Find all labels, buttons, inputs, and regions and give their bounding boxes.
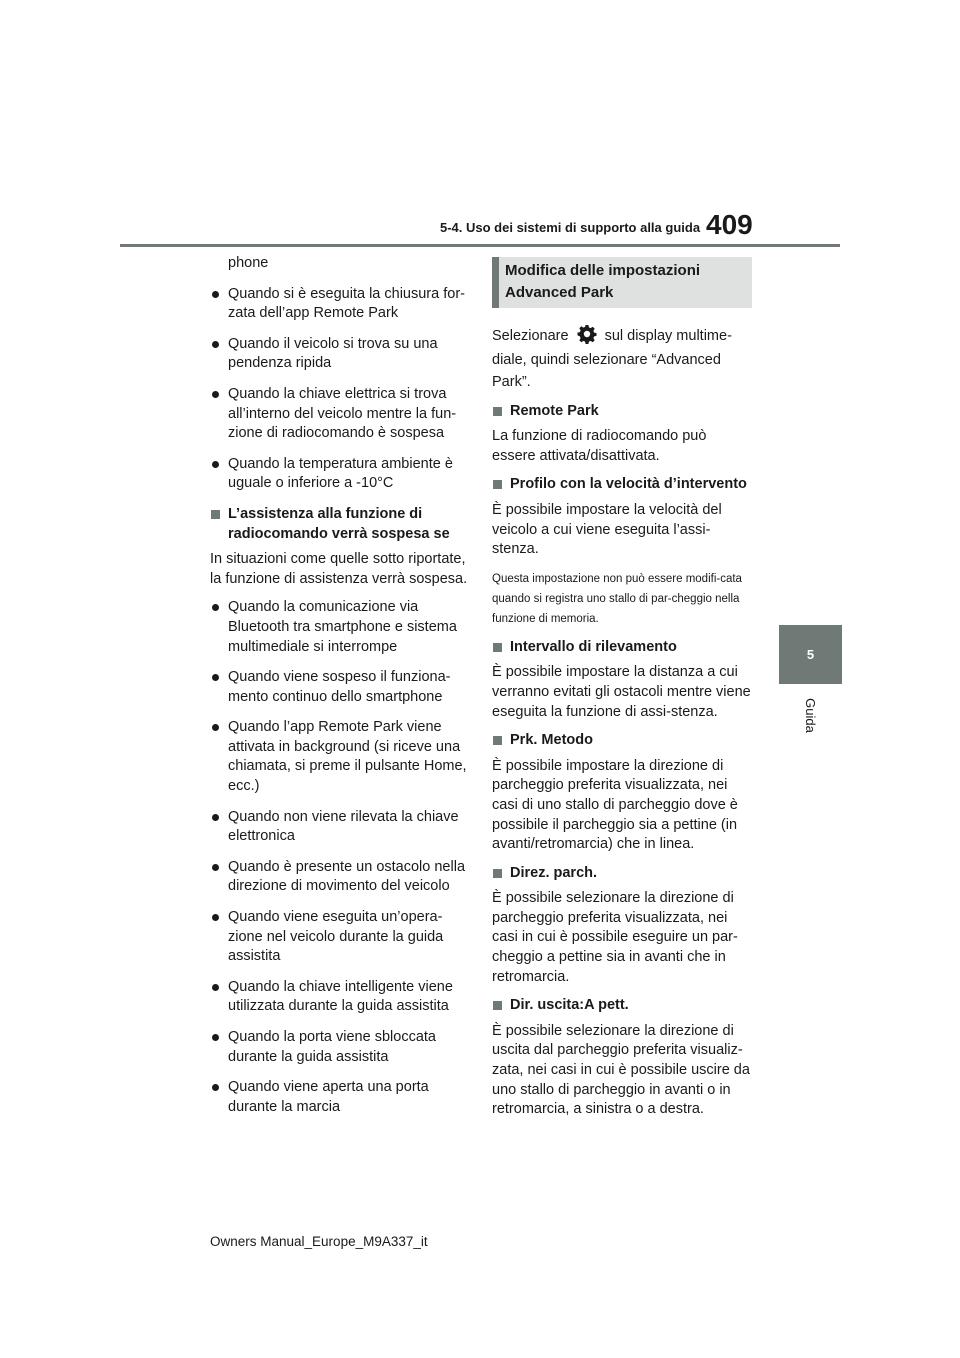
list-item: [210, 718, 468, 796]
bullet-icon: [212, 674, 219, 681]
list-item: [210, 335, 468, 374]
bullet-icon: [212, 341, 219, 348]
chapter-name: Guida: [802, 697, 818, 733]
intro-line: [492, 324, 752, 347]
bullet-icon: [212, 984, 219, 991]
setting-heading-text: Remote Park: [510, 402, 599, 419]
list-item: [210, 908, 468, 967]
setting-heading: [492, 638, 752, 658]
setting-text: La funzione di radiocomando può essere attivata/disattivata.: [492, 428, 707, 464]
square-bullet-icon: [493, 407, 502, 416]
chapter-tab[interactable]: [779, 625, 842, 684]
footer-text: Owners Manual_Europe_M9A337_it: [210, 1234, 428, 1249]
bullet-icon: [212, 814, 219, 821]
setting-text: È possibile selezionare la direzione di parcheggio preferita visualizzata, nei casi in cui è possibile eseguire un par-cheggio a pettine sia in avanti che in retromarcia.: [492, 890, 738, 985]
setting-heading: [492, 475, 752, 495]
bullet-icon: [212, 1034, 219, 1041]
list-item: [210, 285, 468, 324]
list-item: [210, 385, 468, 444]
list-item-text: Quando il veicolo si trova su una pendenza ripida: [228, 335, 438, 372]
list-item-text: Quando viene eseguita un’opera-zione nel veicolo durante la guida assistita: [228, 909, 444, 965]
list-item-text: Quando la temperatura ambiente è uguale o inferiore a -10°C: [228, 455, 453, 492]
right-column: [492, 257, 752, 1129]
setting-note: Questa impostazione non può essere modifi-cata quando si registra uno stallo di par-cheggio nella funzione di memoria.: [492, 572, 742, 625]
square-bullet-icon: [493, 869, 502, 878]
setting-heading: [492, 402, 752, 422]
list-item: [210, 858, 468, 897]
bullet-icon: [212, 291, 219, 298]
section-title-box: [492, 257, 752, 308]
subsection-heading-text: L’assistenza alla funzione di radiocomando verrà sospesa se: [228, 505, 450, 542]
continuation-text: phone: [228, 255, 269, 271]
bullet-icon: [212, 461, 219, 468]
list-item-text: Quando viene sospeso il funziona-mento continuo dello smartphone: [228, 669, 451, 705]
intro-rest: diale, quindi selezionare “Advanced Park”.: [492, 351, 721, 390]
chapter-label: [779, 690, 842, 740]
gear-icon: [577, 324, 597, 344]
page-number: 409: [706, 209, 753, 240]
list-item: [210, 978, 468, 1017]
intro-after-icon: sul display multime-: [604, 328, 732, 344]
bullet-icon: [212, 724, 219, 731]
setting-heading-text: Prk. Metodo: [510, 732, 593, 749]
setting-text: È possibile impostare la velocità del veicolo a cui viene eseguita l’assi-stenza.: [492, 501, 722, 558]
setting-heading-text: Direz. parch.: [510, 864, 598, 881]
list-item: [210, 455, 468, 494]
setting-heading: [492, 996, 752, 1016]
section-title: Modifica delle impostazioni Advanced Park: [505, 262, 701, 301]
list-item-text: Quando l’app Remote Park viene attivata in background (si riceve una chiamata, si preme il pulsante Home, ecc.): [228, 719, 467, 795]
list-item: [210, 1028, 468, 1067]
intro-before-icon: Selezionare: [492, 328, 569, 344]
section-header: 5-4. Uso dei sistemi di supporto alla guida: [440, 220, 701, 235]
list-item: [210, 598, 468, 657]
list-item-text: Quando la chiave intelligente viene utilizzata durante la guida assistita: [228, 978, 453, 1015]
list-item-text: Quando la porta viene sbloccata durante la guida assistita: [228, 1029, 436, 1065]
setting-text: È possibile selezionare la direzione di uscita dal parcheggio preferita visualiz-zata, nei casi in cui è possibile uscire da uno stallo di parcheggio in avanti o in retromarcia, a sinistra o a destra.: [492, 1022, 750, 1118]
square-bullet-icon: [493, 736, 502, 745]
list-item-text: Quando è presente un ostacolo nella direzione di movimento del veicolo: [228, 858, 466, 895]
subsection-heading: [210, 505, 468, 544]
bullet-icon: [212, 1084, 219, 1091]
setting-heading-text: Profilo con la velocità d’intervento: [510, 476, 747, 493]
bullet-icon: [212, 864, 219, 871]
setting-heading-text: Dir. uscita:A pett.: [510, 997, 629, 1014]
list-item-text: Quando si è eseguita la chiusura for-zata dell’app Remote Park: [228, 285, 465, 322]
list-item: [210, 668, 468, 707]
square-bullet-icon: [493, 1001, 502, 1010]
square-bullet-icon: [493, 480, 502, 489]
list-item-text: Quando la comunicazione via Bluetooth tra smartphone e sistema multimediale si interrompe: [228, 599, 457, 655]
list-item: [210, 1078, 468, 1117]
chapter-number: 5: [806, 647, 815, 662]
list-item-text: Quando la chiave elettrica si trova all’interno del veicolo mentre la fun-zione di radiocomando è sospesa: [228, 385, 457, 442]
bullet-icon: [212, 391, 219, 398]
paragraph: In situazioni come quelle sotto riportate, la funzione di assistenza verrà sospesa.: [210, 551, 468, 587]
list-item-text: Quando non viene rilevata la chiave elettronica: [228, 808, 459, 845]
section-title-bar: [492, 257, 499, 308]
square-bullet-icon: [493, 643, 502, 652]
left-column: [210, 254, 468, 1128]
square-bullet-icon: [211, 510, 220, 519]
setting-heading: [492, 864, 752, 884]
setting-text: È possibile impostare la distanza a cui verranno evitati gli ostacoli mentre viene eseguita la funzione di assi-stenza.: [492, 664, 751, 720]
list-item: [210, 808, 468, 847]
list-item-text: Quando viene aperta una porta durante la marcia: [228, 1079, 429, 1115]
bullet-icon: [212, 914, 219, 921]
setting-heading-text: Intervallo di rilevamento: [510, 638, 677, 655]
setting-heading: [492, 731, 752, 751]
setting-text: È possibile impostare la direzione di parcheggio preferita visualizzata, nei casi di uno stallo di parcheggio dove è possibile il parcheggio sia a pettine (in avanti/retromarcia) che in linea.: [492, 757, 738, 853]
bullet-icon: [212, 604, 219, 611]
header-rule: [120, 244, 840, 247]
